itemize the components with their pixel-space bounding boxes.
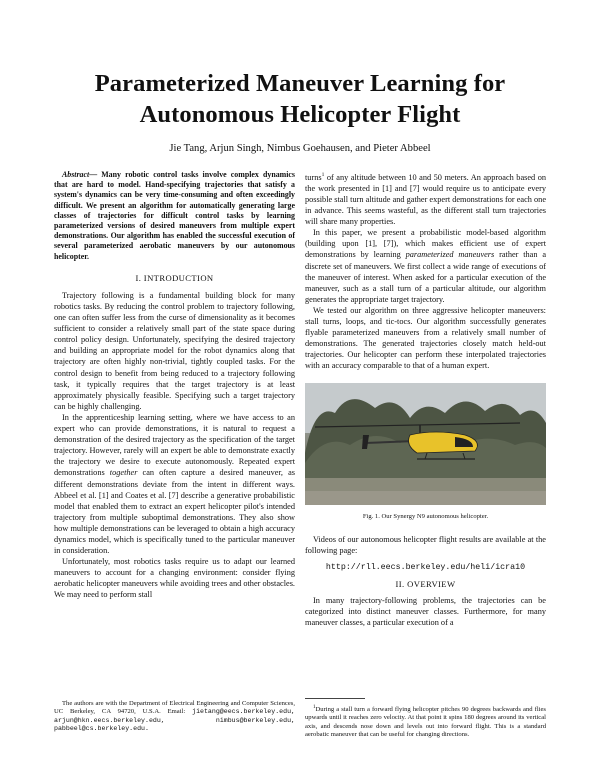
helicopter-photo [305, 383, 546, 505]
intro-paragraph-1: Trajectory following is a fundamental building block for many robotics tasks. By reducing the control problem to trajectory following, one can often suffer less from the curse of dimensionality as it becomes sufficient to consider a relatively small part of the state space during control policy design. Unfortunately, specifying the desired trajectory and building an appropriate model for the robot dynamics along that trajectory are often highly non-trivial, tightly coupled tasks. For the control design to benefit from being reduced to a trajectory following task, it typically requires that the target trajectory is at least approximately physically feasible. Specifying such a target trajectory can be highly challenging. [54, 290, 295, 411]
author-email-1: jietang@eecs.berkeley.edu, [192, 708, 295, 716]
title-line-1: Parameterized Maneuver Learning for [94, 70, 506, 97]
author-affiliation: The authors are with the Department of Electrical Engineering and Computer Sciences, UC Berkeley, CA 94720, U.S.A. Email: [54, 700, 295, 716]
intro-p2-part-b: can often capture a desired maneuver, as different demonstrations deviate from the intent in different ways. Abbeel et al. [1] and Coates et al. [7] describe a generative probabilistic model that enabled them to extract an expert helicopter pilot's intended trajectory from multiple suboptimal demonstrations. They also show how multiple demonstrations can be leveraged to obtain a high accuracy dynamics model, which is specifically tuned to the particular maneuver in consideration. [54, 468, 295, 556]
right-paragraph-2 [305, 227, 546, 305]
author-email-2: arjun@hkn.eecs.berkeley.edu, [54, 716, 165, 724]
title-line-2: Autonomous Helicopter Flight [139, 101, 461, 128]
footnote-text: During a stall turn a forward flying helicopter pitches 90 degrees backwards and flies upwards until it reaches zero velocity. At that point it spins 180 degrees around its vertical axis, and descends nose down and levels out into forward flight. This is a standard aerobatic maneuver that can be useful for changing directions. [305, 706, 546, 739]
footnote-rule [305, 698, 365, 699]
right-p2-emphasis: parameterized maneuvers [405, 250, 495, 260]
left-column [54, 170, 295, 601]
right-p1-part-b: of any altitude between 10 and 50 meters. An approach based on the work presented in [1] and [7] would require us to anticipate every possible stall turn altitude and gather expert demonstrations for each one in advance. This seems wasteful, as the different stall turn trajectories will share many properties. [305, 172, 546, 227]
right-paragraph-3: We tested our algorithm on three aggressive helicopter maneuvers: stall turns, loops, and tic-tocs. Our algorithm successfully generates flyable parameterized maneuvers from a relatively small number of demonstrations. The generated trajectories closely match held-out trajectories. Our helicopter can perform these interpolated trajectories with an accuracy comparable to that of a human expert. [305, 305, 546, 371]
video-paragraph: Videos of our autonomous helicopter flight results are available at the following page: [305, 534, 546, 555]
section-heading-overview: II. OVERVIEW [395, 578, 456, 589]
author-list: Jie Tang, Arjun Singh, Nimbus Goehausen, and Pieter Abbeel [169, 143, 431, 154]
right-p2-part-a: In this paper, we present a probabilistic model-based algorithm (building upon [1], [7]), which makes efficient use of expert demonstrations by learning [305, 228, 546, 260]
right-p2-part-b: rather than a discrete set of maneuvers. We first collect a wide range of executions of the maneuver of interest. When asked for a particular execution of the maneuver, such as a stall turn of a particular altitude, our algorithm generates the appropriate target trajectory. [305, 250, 546, 304]
footnote-number: 1 [313, 705, 316, 710]
figure-caption: Fig. 1. Our Synergy N9 autonomous helicopter. [362, 513, 489, 521]
right-paragraph-1 [305, 170, 546, 227]
right-p1-part-a: turns [305, 172, 322, 182]
author-email-3: nimbus@berkeley.edu, pabbeel@cs.berkeley.edu. [54, 716, 295, 732]
intro-p2-emphasis: together [109, 468, 138, 478]
intro-paragraph-3: Unfortunately, most robotics tasks require us to adapt our learned maneuvers to account for a changing environment: consider flying aerobatic helicopter maneuvers while avoiding trees and other obstacles. We may need to perform stall [54, 557, 295, 600]
abstract [54, 170, 295, 262]
helicopter-photo-illustration [305, 383, 546, 505]
author-footnote [54, 700, 295, 733]
footnote-marker: 1 [321, 172, 325, 178]
stall-turn-footnote [305, 704, 546, 739]
paper-title [40, 68, 560, 130]
overview-paragraph-1: In many trajectory-following problems, the trajectories can be categorized into distinct maneuver classes. Furthermore, for many maneuver classes, a particular execution of a [305, 595, 546, 628]
section-heading-introduction: I. INTRODUCTION [135, 272, 214, 283]
abstract-label: Abstract [62, 170, 90, 179]
abstract-text: — Many robotic control tasks involve complex dynamics that are hard to model. Hand-specifying trajectories that satisfy a system's dynamics can be very time-consuming and often exceedingly difficult. We present an algorithm for automatically generating large classes of trajectories for difficult control tasks by learning parameterized versions of desired maneuvers from multiple expert demonstrations. Our algorithm has enabled the successful execution of several parameterized aerobatic maneuvers by our autonomous helicopter. [54, 170, 295, 261]
right-column [305, 170, 546, 628]
intro-p2-part-a: In the apprenticeship learning setting, where we have access to an expert who can provide demonstrations, it is natural to request a demonstration of the desired trajectory as the specification of the target trajectory. However, rarely will an expert be able to demonstrate exactly the trajectory we desire to execute autonomously. Repeated expert demonstrations [54, 412, 295, 478]
video-url[interactable]: http://rll.eecs.berkeley.edu/heli/icra10 [325, 562, 526, 572]
intro-paragraph-2 [54, 412, 295, 556]
